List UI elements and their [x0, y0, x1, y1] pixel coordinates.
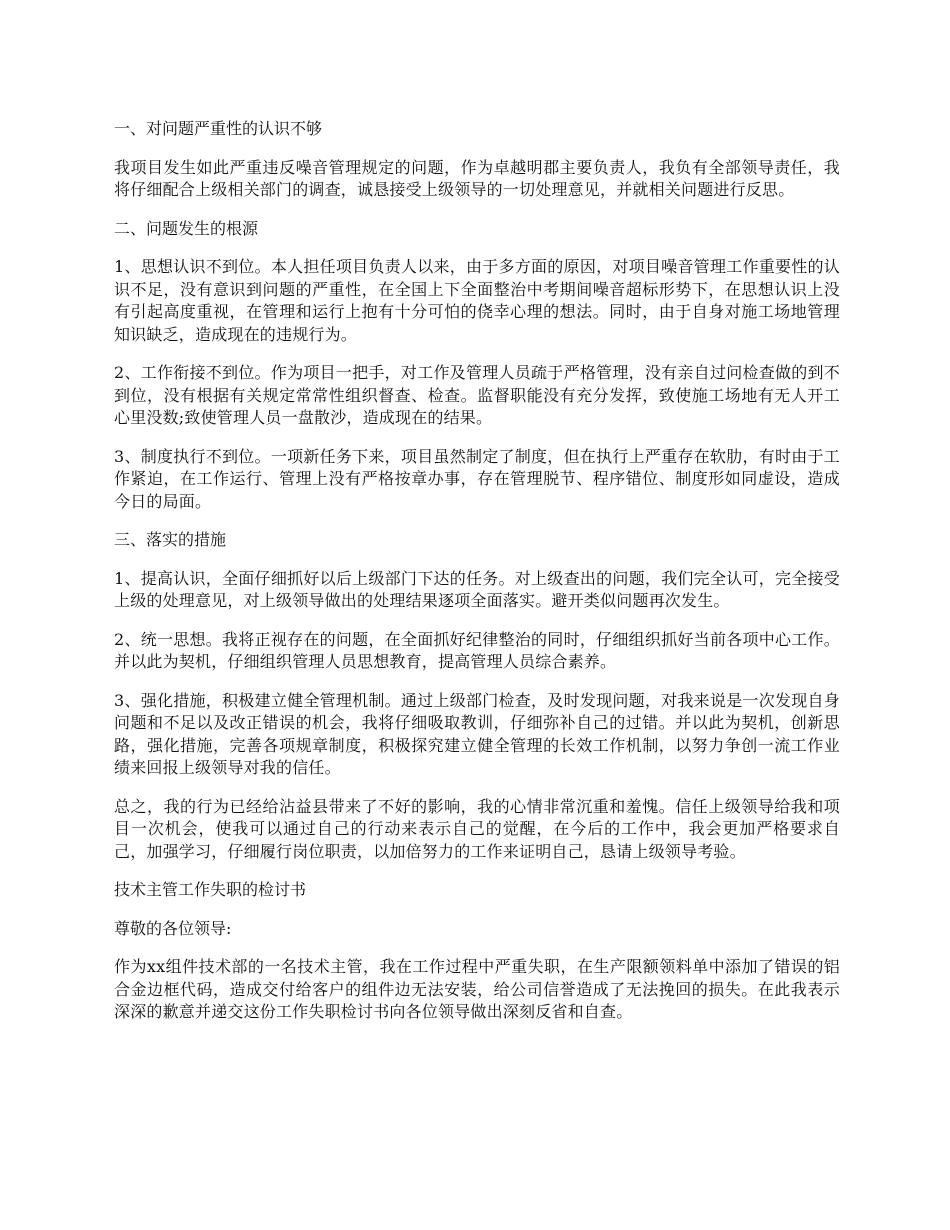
- paragraph-6: 2、统一思想。我将正视存在的问题，在全面抓好纪律整治的同时，仔细组织抓好当前各项中心工作。并以此为契机，仔细组织管理人员思想教育，提高管理人员综合素养。: [114, 629, 840, 671]
- paragraph-2: 1、思想认识不到位。本人担任项目负责人以来，由于多方面的原因，对项目噪音管理工作重要性的认识不足，没有意识到问题的严重性，在全国上下全面整治中考期间噪音超标形势下，在思想认识上没有引起高度重视，在管理和运行上抱有十分可怕的侥幸心理的想法。同时，由于自身对施工场地管理知识缺乏，造成现在的违规行为。: [114, 257, 840, 344]
- paragraph-9: 作为xx组件技术部的一名技术主管，我在工作过程中严重失职，在生产限额领料单中添加了错误的铝合金边框代码，造成交付给客户的组件边无法安装，给公司信誉造成了无法挽回的损失。在此我表示深深的歉意并递交这份工作失职检讨书向各位领导做出深刻反省和自查。: [114, 957, 840, 1021]
- document-title-2: 技术主管工作失职的检讨书: [114, 880, 307, 899]
- section-heading-3: 三、落实的措施: [114, 530, 227, 549]
- section-heading-2: 二、问题发生的根源: [114, 218, 259, 238]
- paragraph-4: 3、制度执行不到位。一项新任务下来，项目虽然制定了制度，但在执行上严重存在软肋，有时由于工作紧迫，在工作运行、管理上没有严格按章办事，存在管理脱节、程序错位、制度形如同虚设，造成今日的局面。: [114, 446, 840, 511]
- section-heading-1: 一、对问题严重性的认识不够: [114, 119, 323, 138]
- paragraph-8: 总之，我的行为已经给沾益县带来了不好的影响，我的心情非常沉重和羞愧。信任上级领导给我和项目一次机会，使我可以通过自己的行动来表示自己的觉醒，在今后的工作中，我会更加严格要求自己，加强学习，仔细履行岗位职责，以加倍努力的工作来证明自己，恳请上级领导考验。: [114, 796, 840, 861]
- paragraph-3: 2、工作衔接不到位。作为项目一把手，对工作及管理人员疏于严格管理，没有亲自过问检查做的到不到位，没有根据有关规定常常性组织督查、检查。监督职能没有充分发挥，致使施工场地有无人开工心里没数;致使管理人员一盘散沙，造成现在的结果。: [114, 363, 840, 427]
- document-body: [114, 118, 840, 1040]
- paragraph-5: 1、提高认识，全面仔细抓好以后上级部门下达的任务。对上级查出的问题，我们完全认可，完全接受上级的处理意见，对上级领导做出的处理结果逐项全面落实。避开类似问题再次发生。: [114, 568, 840, 610]
- paragraph-7: 3、强化措施，积极建立健全管理机制。通过上级部门检查，及时发现问题，对我来说是一次发现自身问题和不足以及改正错误的机会，我将仔细吸取教训，仔细弥补自己的过错。并以此为契机，创新思路，强化措施，完善各项规章制度，积极探究建立健全管理的长效工作机制，以努力争创一流工作业绩来回报上级领导对我的信任。: [114, 690, 840, 777]
- salutation: 尊敬的各位领导:: [114, 918, 232, 938]
- paragraph-1: 我项目发生如此严重违反噪音管理规定的问题，作为卓越明郡主要负责人，我负有全部领导责任，我将仔细配合上级相关部门的调查，诚恳接受上级领导的一切处理意见，并就相关问题进行反思。: [114, 157, 840, 199]
